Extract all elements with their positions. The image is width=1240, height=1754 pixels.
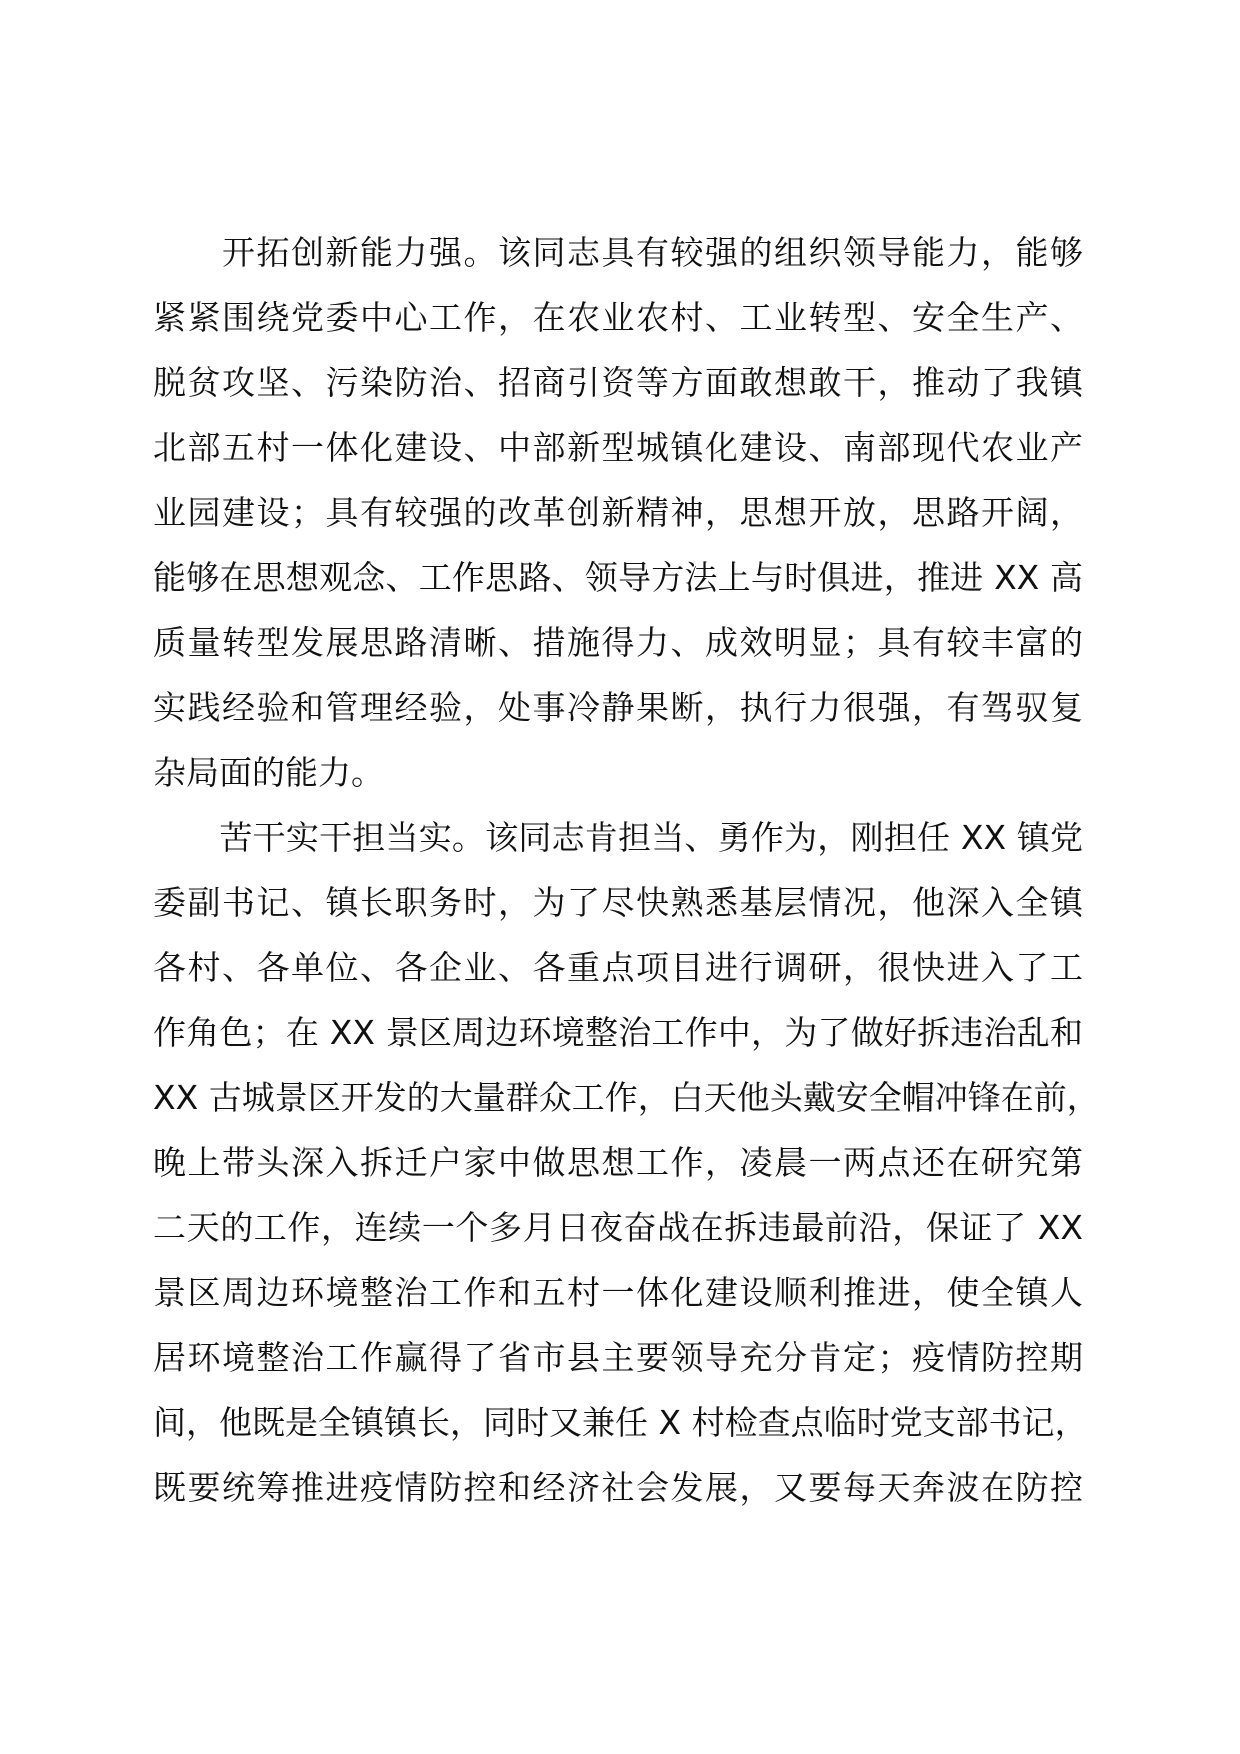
text-line: 开拓创新能力强。该同志具有较强的组织领导能力，能够 xyxy=(153,233,1083,272)
text-line: 间，他既是全镇镇长，同时又兼任 X 村检查点临时党支部书记， xyxy=(153,1403,1088,1442)
paragraph-innovation xyxy=(153,220,1083,805)
text-line: 脱贫攻坚、污染防治、招商引资等方面敢想敢干，推动了我镇 xyxy=(153,363,1083,402)
text-line: 既要统筹推进疫情防控和经济社会发展，又要每天奔波在防控 xyxy=(153,1468,1083,1507)
text-line: 苦干实干担当实。该同志肯担当、勇作为，刚担任 XX 镇党 xyxy=(153,818,1083,857)
text-line: 景区周边环境整治工作和五村一体化建设顺利推进，使全镇人 xyxy=(153,1273,1083,1312)
text-line: 北部五村一体化建设、中部新型城镇化建设、南部现代农业产 xyxy=(153,428,1083,467)
text-line: 二天的工作，连续一个多月日夜奋战在拆违最前沿，保证了 XX xyxy=(153,1208,1083,1247)
text-line: 晚上带头深入拆迁户家中做思想工作，凌晨一两点还在研究第 xyxy=(153,1143,1083,1182)
text-line: 紧紧围绕党委中心工作，在农业农村、工业转型、安全生产、 xyxy=(153,298,1083,337)
text-line: 各村、各单位、各企业、各重点项目进行调研，很快进入了工 xyxy=(153,948,1083,987)
text-line: 业园建设；具有较强的改革创新精神，思想开放，思路开阔， xyxy=(153,493,1083,532)
text-line: 实践经验和管理经验，处事冷静果断，执行力很强，有驾驭复 xyxy=(153,688,1083,727)
text-line: XX 古城景区开发的大量群众工作，白天他头戴安全帽冲锋在前， xyxy=(153,1078,1100,1117)
text-line: 质量转型发展思路清晰、措施得力、成效明显；具有较丰富的 xyxy=(153,623,1083,662)
document-body xyxy=(153,220,1100,1520)
text-line: 杂局面的能力。 xyxy=(153,753,384,792)
text-line: 委副书记、镇长职务时，为了尽快熟悉基层情况，他深入全镇 xyxy=(153,883,1083,922)
paragraph-hard-work xyxy=(153,805,1100,1520)
text-line: 能够在思想观念、工作思路、领导方法上与时俱进，推进 XX 高 xyxy=(153,558,1083,597)
text-line: 作角色；在 XX 景区周边环境整治工作中，为了做好拆违治乱和 xyxy=(153,1013,1083,1052)
text-line: 居环境整治工作赢得了省市县主要领导充分肯定；疫情防控期 xyxy=(153,1338,1083,1377)
